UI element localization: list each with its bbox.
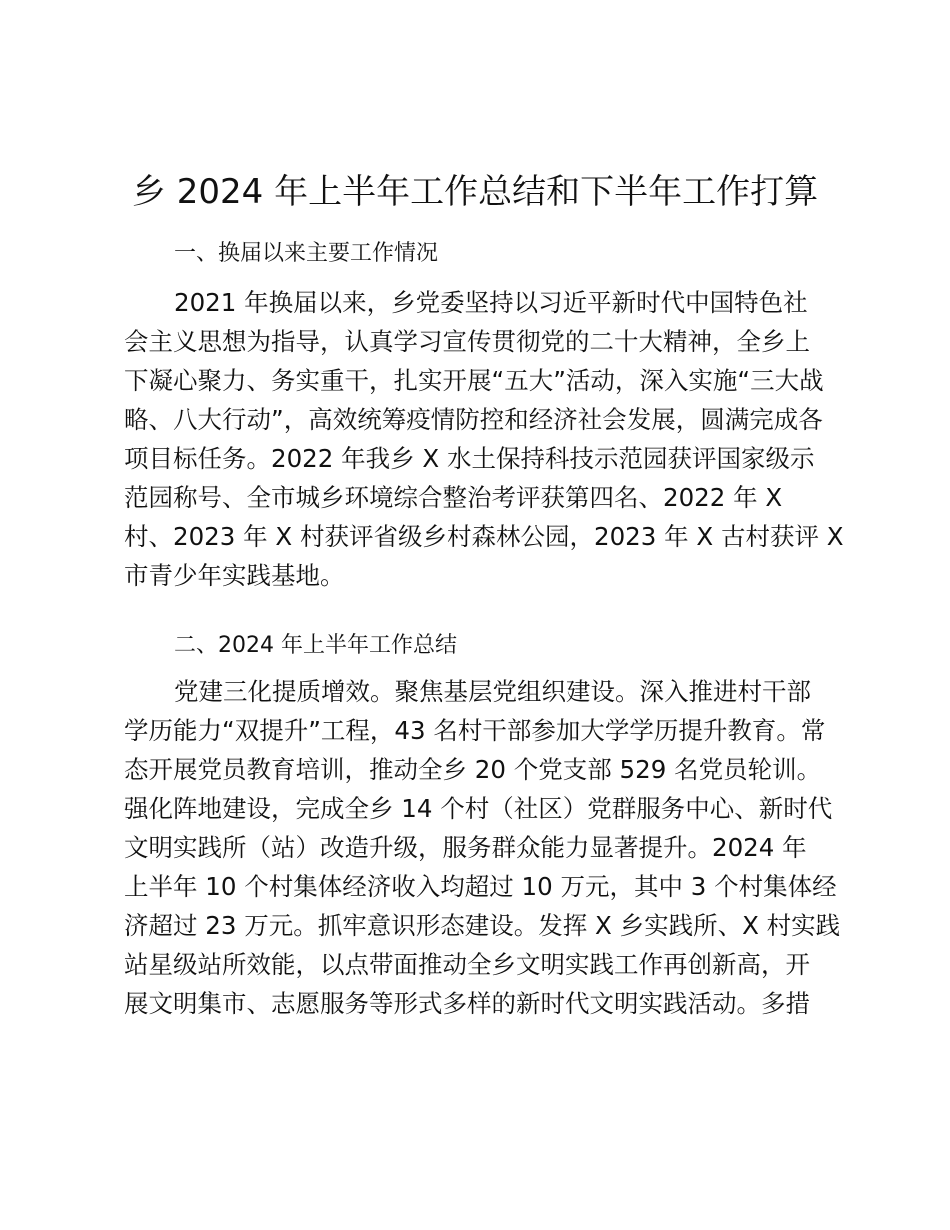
document-title: 乡 2024 年上半年工作总结和下半年工作打算 (131, 172, 819, 212)
paragraph-line: 文明实践所（站）改造升级，服务群众能力显著提升。2024 年 (124, 833, 807, 862)
paragraph-line: 项目标任务。2022 年我乡 X 水土保持科技示范园获评国家级示 (124, 444, 815, 473)
paragraph-line: 市青少年实践基地。 (124, 561, 345, 590)
paragraph-line: 展文明集市、志愿服务等形式多样的新时代文明实践活动。多措 (124, 989, 810, 1018)
section-heading-1: 一、换届以来主要工作情况 (174, 241, 439, 266)
paragraph-line: 学历能力“双提升”工程，43 名村干部参加大学学历提升教育。常 (124, 716, 826, 745)
paragraph-line: 略、八大行动”，高效统筹疫情防控和经济社会发展，圆满完成各 (124, 405, 823, 434)
paragraph-line: 2021 年换届以来，乡党委坚持以习近平新时代中国特色社 (174, 288, 808, 317)
paragraph-line: 范园称号、全市城乡环境综合整治考评获第四名、2022 年 X (124, 483, 783, 512)
paragraph-line: 村、2023 年 X 村获评省级乡村森林公园，2023 年 X 古村获评 X (124, 522, 844, 551)
paragraph-line: 会主义思想为指导，认真学习宣传贯彻党的二十大精神，全乡上 (124, 327, 810, 356)
paragraph-1 (124, 283, 844, 595)
paragraph-line: 下凝心聚力、务实重干，扎实开展“五大”活动，深入实施“三大战 (124, 366, 824, 395)
section-heading-2: 二、2024 年上半年工作总结 (174, 633, 457, 658)
paragraph-line: 上半年 10 个村集体经济收入均超过 10 万元，其中 3 个村集体经 (124, 872, 837, 901)
paragraph-2 (124, 672, 841, 1023)
paragraph-line: 党建三化提质增效。聚焦基层党组织建设。深入推进村干部 (174, 677, 811, 706)
paragraph-line: 济超过 23 万元。抓牢意识形态建设。发挥 X 乡实践所、X 村实践 (124, 911, 841, 940)
paragraph-line: 态开展党员教育培训，推动全乡 20 个党支部 529 名党员轮训。 (124, 755, 822, 784)
paragraph-line: 强化阵地建设，完成全乡 14 个村（社区）党群服务中心、新时代 (124, 794, 833, 823)
paragraph-line: 站星级站所效能，以点带面推动全乡文明实践工作再创新高，开 (124, 950, 810, 979)
